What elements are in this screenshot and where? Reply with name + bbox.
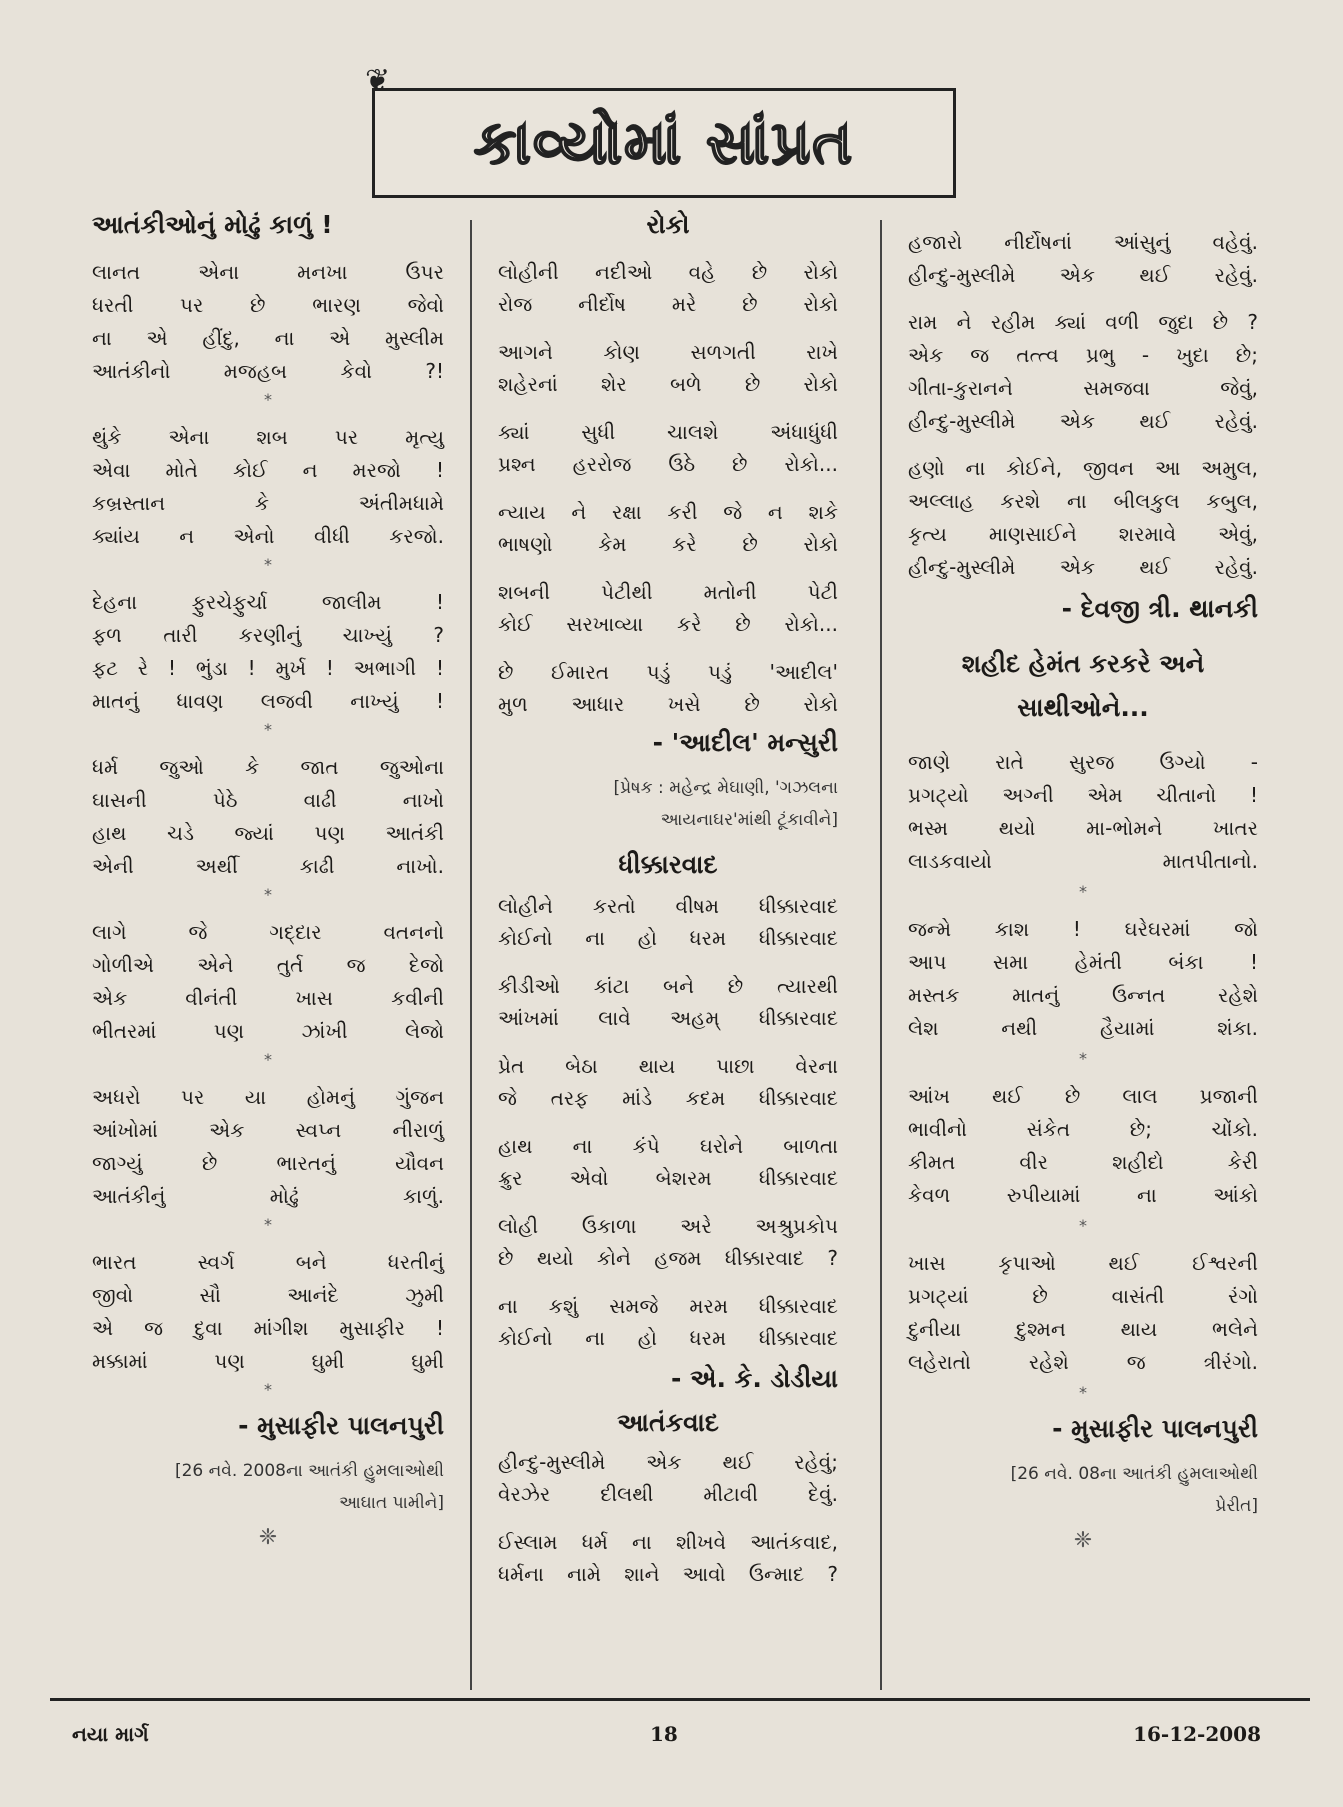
column-divider [880,220,882,1690]
poem-line: લોહી ઉકાળા અરે અશ્રુપ્રકોપ [498,1214,838,1238]
poem-line: કીમત વીર શહીદો કેરી [908,1150,1258,1174]
poem-line: એક જ તત્ત્વ પ્રભુ - ખુદા છે; [908,343,1258,367]
stanza-separator: * [264,1050,272,1069]
column-divider [470,220,472,1690]
masthead [365,63,956,198]
poem-note: [26 નવે. 08ના આતંકી હુમલાઓથી પ્રેરીત] [1010,1464,1258,1516]
poem-line: ઈસ્લામ ધર્મ ના શીખવે આતંકવાદ, [498,1530,838,1554]
poem-line: લોહીની નદીઓ વહે છે રોકો [498,260,838,284]
poem-note: [26 નવે. 2008ના આતંકી હુમલાઓથી આઘાત પામીને] [174,1461,444,1513]
publication-name: નયા માર્ગ [72,1722,149,1746]
end-ornament: ❈ [258,1525,278,1550]
poem-line: એની અર્થી કાઢી નાખો. [92,854,444,878]
poem-line: લાડકવાયો માતપીતાનો. [908,849,1258,873]
poem-body [908,226,1258,584]
poem-line: જન્મે કાશ ! ઘરેઘરમાં જો [908,917,1258,941]
poem-line: હીન્દુ-મુસ્લીમે એક થઈ રહેવું. [908,263,1258,287]
poem-line: હાથ ના કંપે ઘરોને બાળતા [498,1134,838,1158]
poem-line: આતંકીનું મોઢું કાળું. [92,1184,444,1208]
poem-line: કોઈ સરખાવ્યા કરે છે રોકો... [498,612,838,636]
issue-date: 16-12-2008 [1133,1722,1261,1746]
poem-line: શબની પેટીથી મતોની પેટી [498,580,838,604]
poem-line: ફળ તારી કરણીનું ચાખ્યું ? [92,623,444,647]
poem-line: ધર્મ જુઓ કે જાત જુઓના [92,755,444,779]
poem-line: રામ ને રહીમ ક્યાં વળી જુદા છે ? [908,310,1258,334]
stanza [92,1246,444,1378]
poem-body [908,746,1258,1402]
poem-line: રોજ નીર્દોષ મરે છે રોકો [498,292,838,316]
poem-line: કબ્રસ્તાન કે અંતીમધામે [92,491,444,515]
poem-line: કોઈનો ના હો ધરમ ધીક્કારવાદ [498,926,838,950]
stanza-separator: * [264,885,272,904]
poem-line: અધરો પર યા હોમનું ગુંજન [92,1085,444,1109]
poem-line: શહેરનાં શેર બળે છે રોકો [498,372,838,396]
poem-line: અલ્લાહ કરશે ના બીલકુલ કબુલ, [908,489,1258,513]
stanza-separator: * [1079,1049,1087,1068]
stanza-separator: * [264,555,272,574]
poem-line: આંખ થઈ છે લાલ પ્રજાની [908,1084,1258,1108]
flourish-ornament: ❦ [365,63,391,98]
poem-body [92,256,444,1399]
poem-line: કેવળ રુપીયામાં ના આંકો [908,1183,1258,1207]
poem-line: કીડીઓ કાંટા બને છે ત્યારથી [498,974,838,998]
stanza [498,256,838,320]
stanza [908,226,1258,292]
poem-line: જાગ્યું છે ભારતનું યૌવન [92,1151,444,1175]
stanza [498,1446,838,1510]
poem-line: ગોળીએ એને તુર્ત જ દેજો [92,953,444,977]
poem-line: હીન્દુ-મુસ્લીમે એક થઈ રહેવું. [908,555,1258,579]
poem-line: ન્યાય ને રક્ષા કરી જે ન શકે [498,500,838,524]
poem-title: આતંકીઓનું મોઢું કાળું ! [92,210,333,239]
poem-line: લાનત એના મનખા ઉપર [92,260,444,284]
stanza [498,970,838,1034]
poem-line: છે થયો કોને હજમ ધીક્કારવાદ ? [498,1246,838,1270]
stanza [498,576,838,640]
poet-signature: - એ. કે. ડોડીયા [671,1364,838,1393]
poem-line: લાગે જે ગદ્દાર વતનનો [92,920,444,944]
poem-line: ક્યાંય ન એનો વીધી કરજો. [92,524,444,548]
stanza [498,890,838,954]
stanza [92,586,444,718]
poem-line: જે તરફ માંડે કદમ ધીક્કારવાદ [498,1086,838,1110]
poem-line: હાથ ચડે જ્યાં પણ આતંકી [92,821,444,845]
stanza [498,1290,838,1354]
stanza-separator: * [264,390,272,409]
poem-line: ધરતી પર છે ભારણ જેવો [92,293,444,317]
poem-line: ગીતા-કુરાનને સમજવા જેવું, [908,376,1258,400]
poem-line: ના કશું સમજે મરમ ધીક્કારવાદ [498,1294,838,1318]
poem-line: કૃત્ય માણસાઈને શરમાવે એવું, [908,522,1258,546]
poem-line: પ્રેત બેઠા થાય પાછા વેરના [498,1054,838,1078]
stanza [92,256,444,388]
poem-line: આતંકીનો મજહબ કેવો ?! [92,359,444,383]
poem-line: પ્રગટ્યો અગ્ની એમ ચીતાનો ! [908,783,1258,807]
poem-line: લહેરાતો રહેશે જ ત્રીરંગો. [908,1350,1258,1374]
column-right [908,226,1258,1553]
page-number: 18 [650,1722,678,1746]
poem-line: ક્યાં સુધી ચાલશે અંધાધુંધી [498,420,838,444]
poem-line: આપ સમા હેમંતી બંકા ! [908,950,1258,974]
poem-line: કોઈનો ના હો ધરમ ધીક્કારવાદ [498,1326,838,1350]
poem-line: થુંકે એના શબ પર મૃત્યુ [92,425,444,449]
poem-line: જીવો સૌ આનંદે ઝુમી [92,1283,444,1307]
poem-line: ક્રુર એવો બેશરમ ધીક્કારવાદ [498,1166,838,1190]
poem-line: ભાષણો કેમ કરે છે રોકો [498,532,838,556]
stanza [498,656,838,720]
poem-line: હજારો નીર્દોષનાં આંસુનું વહેવું. [908,230,1258,254]
poem-line: હીન્દુ-મુસ્લીમે એક થઈ રહેવું; [498,1450,838,1474]
stanza [908,913,1258,1045]
stanza [498,1130,838,1194]
poem-line: આંખોમાં એક સ્વપ્ન નીરાળું [92,1118,444,1142]
poem-line: છે ઈમારત પડું પડું 'આદીલ' [498,660,838,684]
stanza [92,916,444,1048]
poem-line: વેરઝેર દીલથી મીટાવી દેવું. [498,1482,838,1506]
stanza-separator: * [264,1380,272,1399]
stanza [908,1247,1258,1379]
poem-line: ભાવીનો સંકેત છે; ચોંકો. [908,1117,1258,1141]
stanza-separator: * [1079,882,1087,901]
stanza [498,1526,838,1590]
poem-title: શહીદ હેમંત કરકરે અને સાથીઓને... [961,649,1205,722]
end-ornament: ❈ [1073,1528,1093,1553]
stanza [498,416,838,480]
poem-line: મસ્તક માતનું ઉન્નત રહેશે [908,983,1258,1007]
poem-note: [પ્રેષક : મહેન્દ્ર મેઘાણી, 'ગઝલના આયનાઘર'માંથી ટૂંકાવીને] [613,778,838,830]
column-middle [498,210,838,1606]
poem-line: દુનીયા દુશ્મન થાય ભલેને [908,1317,1258,1341]
poem-line: ધર્મના નામે શાને આવો ઉન્માદ ? [498,1562,838,1586]
stanza [498,1210,838,1274]
poem-line: ભસ્મ થયો મા-ભોમને ખાતર [908,816,1258,840]
poem-line: લોહીને કરતો વીષમ ધીક્કારવાદ [498,894,838,918]
poet-signature: - મુસાફીર પાલનપુરી [1052,1414,1258,1443]
poem-line: મક્કામાં પણ ઘુમી ઘુમી [92,1349,444,1373]
stanza [498,1050,838,1114]
stanza [908,1080,1258,1212]
poem-body [498,890,838,1354]
poem-line: પ્રગટ્યાં છે વાસંતી રંગો [908,1284,1258,1308]
stanza [92,1081,444,1213]
stanza [498,496,838,560]
poet-signature: - મુસાફીર પાલનપુરી [238,1411,444,1440]
stanza [908,746,1258,878]
poet-signature: - દેવજી ત્રી. થાનકી [1061,594,1258,623]
poem-line: હીન્દુ-મુસ્લીમે એક થઈ રહેવું. [908,409,1258,433]
poet-signature: - 'આદીલ' મન્સુરી [652,728,838,757]
stanza-separator: * [1079,1216,1087,1235]
stanza [92,751,444,883]
poem-line: એવા મોતે કોઈ ન મરજો ! [92,458,444,482]
poem-line: લેશ નથી હૈયામાં શંકા. [908,1016,1258,1040]
poem-line: ભારત સ્વર્ગ બને ધરતીનું [92,1250,444,1274]
poem-line: ના એ હીંદુ, ના એ મુસ્લીમ [92,326,444,350]
stanza [498,336,838,400]
poem-line: આંખમાં લાવે અહમ્ ધીક્કારવાદ [498,1006,838,1030]
poem-title: આતંકવાદ [617,1408,719,1437]
poem-line: ઘાસની પેઠે વાઢી નાખો [92,788,444,812]
poem-line: પ્રશ્ન હરરોજ ઉઠે છે રોકો... [498,452,838,476]
column-left [92,210,444,1550]
poem-line: માતનું ધાવણ લજવી નાખ્યું ! [92,689,444,713]
poem-line: આગને કોણ સળગતી રાખે [498,340,838,364]
poem-line: હણો ના કોઈને, જીવન આ અમુલ, [908,456,1258,480]
masthead-title: કાવ્યોમાં સાંપ્રત [473,108,855,178]
poem-line: દેહના ફુરચેફુર્ચા જાલીમ ! [92,590,444,614]
poem-line: એ જ દુવા માંગીશ મુસાફીર ! [92,1316,444,1340]
poem-body [498,1446,838,1590]
poem-line: જાણે રાતે સુરજ ઉગ્યો - [908,750,1258,774]
poem-line: એક વીનંતી ખાસ કવીની [92,986,444,1010]
poem-title: ધીક્કારવાદ [618,850,718,879]
stanza-separator: * [1079,1383,1087,1402]
poem-line: મુળ આધાર ખસે છે રોકો [498,692,838,716]
poem-body [498,256,838,720]
poem-title: રોકો [646,210,690,239]
poem-line: ભીતરમાં પણ ઝાંખી લેજો [92,1019,444,1043]
footer-rule [50,1698,1310,1701]
stanza [92,421,444,553]
poem-line: ફટ રે ! ભુંડા ! મુર્ખ ! અભાગી ! [92,656,444,680]
stanza [908,452,1258,584]
stanza-separator: * [264,720,272,739]
stanza-separator: * [264,1215,272,1234]
poem-line: ખાસ કૃપાઓ થઈ ઈશ્વરની [908,1251,1258,1275]
stanza [908,306,1258,438]
